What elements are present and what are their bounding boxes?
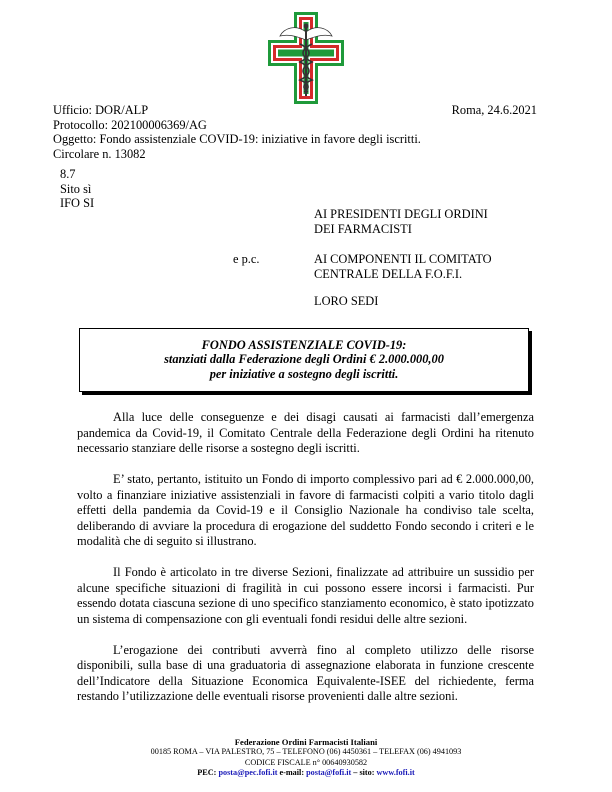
meta-line-1: 8.7 — [60, 167, 76, 181]
site-link[interactable]: www.fofi.it — [376, 767, 415, 777]
body-paragraph: Alla luce delle conseguenze e dei disagi causati ai farmacisti dall’emergenza pandemica da Covid-19, il Comitato Centrale della Federazione degli Ordini ha ritenuto necessario stanziare delle risorse a sostegno degli iscritti. — [77, 410, 534, 456]
pec-label: PEC: — [197, 767, 217, 777]
cc-recipient-line-1: AI COMPONENTI IL COMITATO — [314, 252, 492, 266]
site-label: sito: — [359, 767, 375, 777]
letter-header — [53, 103, 421, 161]
letter-date: Roma, 24.6.2021 — [451, 103, 537, 117]
footer-contacts: PEC: posta@pec.fofi.it e-mail: posta@fofi.it – sito: www.fofi.it — [197, 767, 415, 777]
footer-tax-code: CODICE FISCALE n° 00640930582 — [244, 757, 368, 767]
classification-meta — [60, 167, 94, 211]
letter-footer — [0, 737, 612, 778]
caduceus-cross-icon — [266, 10, 346, 106]
primary-recipient-line-2: DEI FARMACISTI — [314, 221, 412, 236]
body-paragraph: E’ stato, pertanto, istituito un Fondo di importo complessivo pari ad € 2.000.000,00, volto a finanziare iniziative assistenziali in favore di farmacisti colpiti a vario titolo dagli effetti della pandemia da Covid-19 e il Consiglio Nazionale ha condiviso tale scelta, deliberando di avviare la procedura di erogazione del suddetto Fondo secondo i criteri e le modalità che di seguito si illustrano. — [77, 471, 534, 549]
circular-line: Circolare n. 13082 — [53, 146, 146, 161]
body-paragraph: L’erogazione dei contributi avverrà fino al completo utilizzo delle risorse disponibili, sulla base di una graduatoria di assegnazione elaborata in funzione crescente dell’Indicatore della Situazione Economica Equivalente-ISEE del richiedente, ferma restando l’utilizzazione delle eventuali risorse provenienti dalle altre sezioni. — [77, 642, 534, 704]
title-line-1: FONDO ASSISTENZIALE COVID-19: — [201, 338, 407, 352]
cc-recipients — [314, 252, 492, 281]
meta-line-2: Sito sì — [60, 181, 92, 196]
primary-recipients — [314, 207, 488, 236]
primary-recipient-line-1: AI PRESIDENTI DEGLI ORDINI — [314, 207, 488, 221]
recipient-location: LORO SEDI — [314, 294, 379, 308]
footer-organization: Federazione Ordini Farmacisti Italiani — [234, 737, 378, 747]
subject-line: Oggetto: Fondo assistenziale COVID-19: iniziative in favore degli iscritti. — [53, 132, 421, 147]
body-paragraph: Il Fondo è articolato in tre diverse Sezioni, finalizzate ad attribuire un sussidio per alcune specifiche situazioni di fragilità in cui possono essere incorsi i farmacisti. Pur essendo dotata ciascuna sezione di uno specifico stanziamento economico, è stato ipotizzato un sistema di compensazione con gli eventuali fondi residui delle altre sezioni. — [77, 565, 534, 626]
email-link[interactable]: posta@fofi.it — [306, 767, 352, 777]
fofi-logo — [266, 10, 346, 106]
title-line-2: stanziati dalla Federazione degli Ordini € 2.000.000,00 — [164, 352, 444, 367]
cc-label: e p.c. — [233, 252, 260, 266]
office-line: Ufficio: DOR/ALP — [53, 103, 149, 117]
title-box — [79, 328, 529, 392]
footer-address: 00185 ROMA – VIA PALESTRO, 75 – TELEFONO (06) 4450361 – TELEFAX (06) 4941093 — [150, 747, 462, 757]
protocol-line: Protocollo: 202100006369/AG — [53, 117, 207, 132]
meta-line-3: IFO SI — [60, 196, 95, 210]
pec-email-link[interactable]: posta@pec.fofi.it — [218, 767, 278, 777]
email-label: e-mail: — [279, 767, 305, 777]
title-line-3: per iniziative a sostegno degli iscritti. — [209, 366, 399, 381]
cc-recipient-line-2: CENTRALE DELLA F.O.F.I. — [314, 266, 463, 281]
letter-body — [77, 410, 534, 720]
